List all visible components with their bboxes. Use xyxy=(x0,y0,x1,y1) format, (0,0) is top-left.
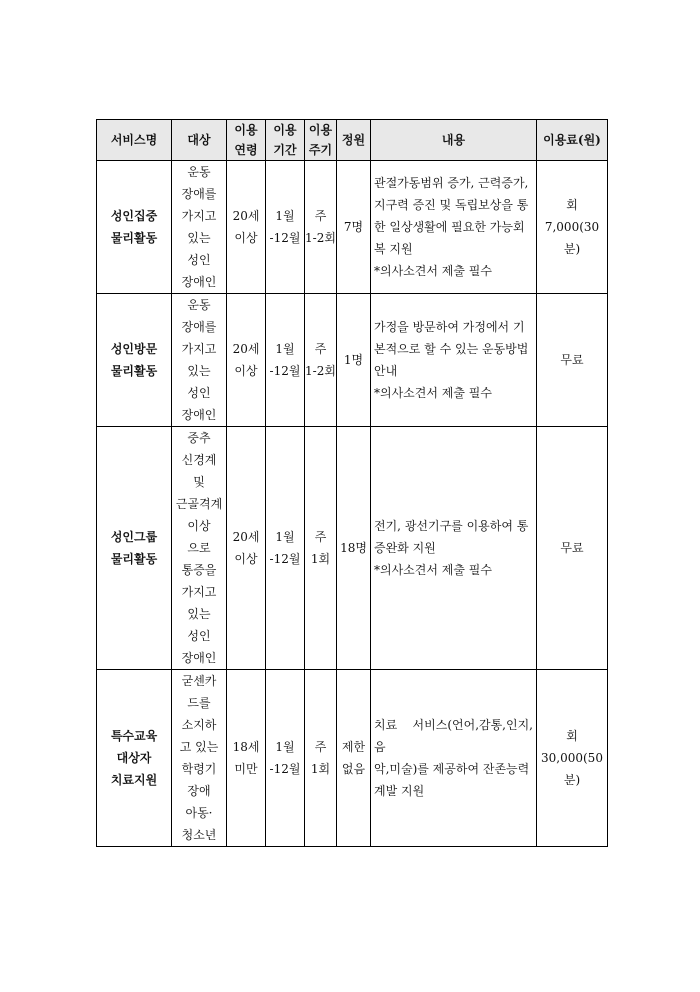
target-line: 운동 xyxy=(187,298,211,312)
capacity-line: 7명 xyxy=(343,220,364,234)
header-content: 내용 xyxy=(371,120,537,161)
table-row xyxy=(97,427,608,670)
content-line: 계발 지원 xyxy=(374,784,425,798)
target-line: 있는 xyxy=(187,364,211,378)
content-line: 가정을 방문하여 가정에서 기 xyxy=(374,320,525,334)
target-line: 성인 xyxy=(187,253,211,267)
age-cell xyxy=(227,161,266,294)
header-row xyxy=(97,120,608,161)
header-target: 대상 xyxy=(172,120,227,161)
service-name-line: 물리활동 xyxy=(110,364,158,378)
capacity-cell xyxy=(337,294,371,427)
target-line: 근골격계 xyxy=(175,497,223,511)
cycle-line: 주 xyxy=(314,530,327,544)
target-line: 장애인 xyxy=(181,651,217,665)
target-line: 드를 xyxy=(187,696,211,710)
target-line: 청소년 xyxy=(181,828,217,842)
fee-line: 30,000(50분) xyxy=(541,751,603,787)
age-line: 이상 xyxy=(234,364,258,378)
content-line: 악,미술)를 제공하여 잔존능력 xyxy=(374,762,530,776)
content-line: 관절가동범위 증가, 근력증가, xyxy=(374,176,529,190)
service-name-line: 치료지원 xyxy=(110,773,158,787)
target-line: 성인 xyxy=(187,629,211,643)
fee-cell xyxy=(537,670,608,847)
period-cell xyxy=(266,294,305,427)
cycle-line: 1-2회 xyxy=(305,364,336,378)
target-line: 장애인 xyxy=(181,275,217,289)
service-name-line: 물리활동 xyxy=(110,231,158,245)
target-line: 성인 xyxy=(187,386,211,400)
period-line: -12월 xyxy=(269,762,301,776)
content-line: 증완화 지원 xyxy=(374,541,436,555)
capacity-cell xyxy=(337,670,371,847)
target-line: 장애를 xyxy=(181,320,217,334)
content-line: *의사소견서 제출 필수 xyxy=(374,563,492,577)
content-line: 복 지원 xyxy=(374,242,413,256)
target-line: 학령기 xyxy=(181,762,217,776)
service-name-line: 특수교육 xyxy=(110,729,158,743)
content-cell xyxy=(371,427,537,670)
fee-line: 무료 xyxy=(560,541,584,555)
cycle-cell xyxy=(305,161,337,294)
fee-line: 회 xyxy=(566,729,578,743)
fee-cell xyxy=(537,427,608,670)
service-table xyxy=(96,119,608,847)
table-row xyxy=(97,670,608,847)
age-line: 20세 xyxy=(232,342,260,356)
service-name-line: 성인방문 xyxy=(110,342,158,356)
target-line: 소지하 xyxy=(181,718,217,732)
fee-line: 7,000(30분) xyxy=(544,220,600,256)
cycle-line: 1회 xyxy=(310,552,331,566)
age-line: 20세 xyxy=(232,530,260,544)
period-cell xyxy=(266,161,305,294)
target-cell xyxy=(172,294,227,427)
capacity-line: 1명 xyxy=(343,353,364,367)
header-fee: 이용료(원) xyxy=(537,120,608,161)
cycle-cell xyxy=(305,427,337,670)
age-cell xyxy=(227,427,266,670)
target-cell xyxy=(172,670,227,847)
content-cell xyxy=(371,294,537,427)
cycle-line: 주 xyxy=(314,342,327,356)
age-line: 미만 xyxy=(234,762,258,776)
service-name-line: 성인집중 xyxy=(110,209,158,223)
target-line: 장애인 xyxy=(181,408,217,422)
target-line: 으로 xyxy=(187,541,211,555)
service-name-cell xyxy=(97,427,172,670)
age-line: 18세 xyxy=(232,740,260,754)
age-cell xyxy=(227,670,266,847)
content-cell xyxy=(371,161,537,294)
age-line: 이상 xyxy=(234,231,258,245)
table-row xyxy=(97,294,608,427)
target-line: 가지고 xyxy=(181,342,217,356)
age-line: 이상 xyxy=(234,552,258,566)
content-line: 전기, 광선기구를 이용하여 통 xyxy=(374,519,529,533)
target-line: 및 xyxy=(193,475,205,489)
header-service: 서비스명 xyxy=(97,120,172,161)
service-name-cell xyxy=(97,294,172,427)
target-cell xyxy=(172,427,227,670)
target-line: 이상 xyxy=(187,519,211,533)
content-line: *의사소견서 제출 필수 xyxy=(374,386,492,400)
cycle-line: 주 xyxy=(314,740,327,754)
cycle-cell xyxy=(305,294,337,427)
period-line: -12월 xyxy=(269,231,301,245)
service-name-line: 대상자 xyxy=(116,751,152,765)
content-cell xyxy=(371,670,537,847)
header-capacity: 정원 xyxy=(337,120,371,161)
target-cell xyxy=(172,161,227,294)
capacity-line: 제한 xyxy=(341,740,366,754)
capacity-cell xyxy=(337,161,371,294)
target-line: 운동 xyxy=(187,165,211,179)
fee-line: 무료 xyxy=(560,353,584,367)
content-line: 지구력 증진 및 독립보상을 통 xyxy=(374,198,529,212)
cycle-line: 주 xyxy=(314,209,327,223)
period-line: 1월 xyxy=(275,740,295,754)
capacity-line: 없음 xyxy=(341,762,366,776)
content-line: 본적으로 할 수 있는 운동방법 xyxy=(374,342,529,356)
period-cell xyxy=(266,670,305,847)
age-cell xyxy=(227,294,266,427)
service-name-cell xyxy=(97,161,172,294)
target-line: 중추 xyxy=(187,431,211,445)
cycle-line: 1-2회 xyxy=(305,231,336,245)
target-line: 고 있는 xyxy=(179,740,219,754)
period-line: -12월 xyxy=(269,364,301,378)
service-name-cell xyxy=(97,670,172,847)
table-row xyxy=(97,161,608,294)
fee-cell xyxy=(537,161,608,294)
content-line: *의사소견서 제출 필수 xyxy=(374,264,492,278)
target-line: 있는 xyxy=(187,607,211,621)
fee-cell xyxy=(537,294,608,427)
period-line: -12월 xyxy=(269,552,301,566)
service-name-line: 물리활동 xyxy=(110,552,158,566)
capacity-cell xyxy=(337,427,371,670)
target-line: 가지고 xyxy=(181,585,217,599)
age-line: 20세 xyxy=(232,209,260,223)
target-line: 통증을 xyxy=(181,563,217,577)
content-line: 안내 xyxy=(374,364,398,378)
period-line: 1월 xyxy=(275,530,295,544)
header-period: 이용 기간 xyxy=(266,120,305,161)
target-line: 있는 xyxy=(187,231,211,245)
header-cycle: 이용 주기 xyxy=(305,120,337,161)
content-line: 한 일상생활에 필요한 가능회 xyxy=(374,220,525,234)
period-line: 1월 xyxy=(275,209,295,223)
target-line: 장애 xyxy=(187,784,211,798)
target-line: 굳센카 xyxy=(181,674,217,688)
target-line: 장애를 xyxy=(181,187,217,201)
capacity-line: 18명 xyxy=(340,541,367,555)
service-name-line: 성인그룹 xyxy=(110,530,158,544)
period-line: 1월 xyxy=(275,342,295,356)
target-line: 가지고 xyxy=(181,209,217,223)
target-line: 신경계 xyxy=(181,453,217,467)
target-line: 아동· xyxy=(185,806,213,820)
cycle-cell xyxy=(305,670,337,847)
header-age: 이용 연령 xyxy=(227,120,266,161)
content-line: 치료 서비스(언어,감통,인지,음 xyxy=(374,718,533,754)
period-cell xyxy=(266,427,305,670)
cycle-line: 1회 xyxy=(310,762,331,776)
fee-line: 회 xyxy=(566,198,578,212)
